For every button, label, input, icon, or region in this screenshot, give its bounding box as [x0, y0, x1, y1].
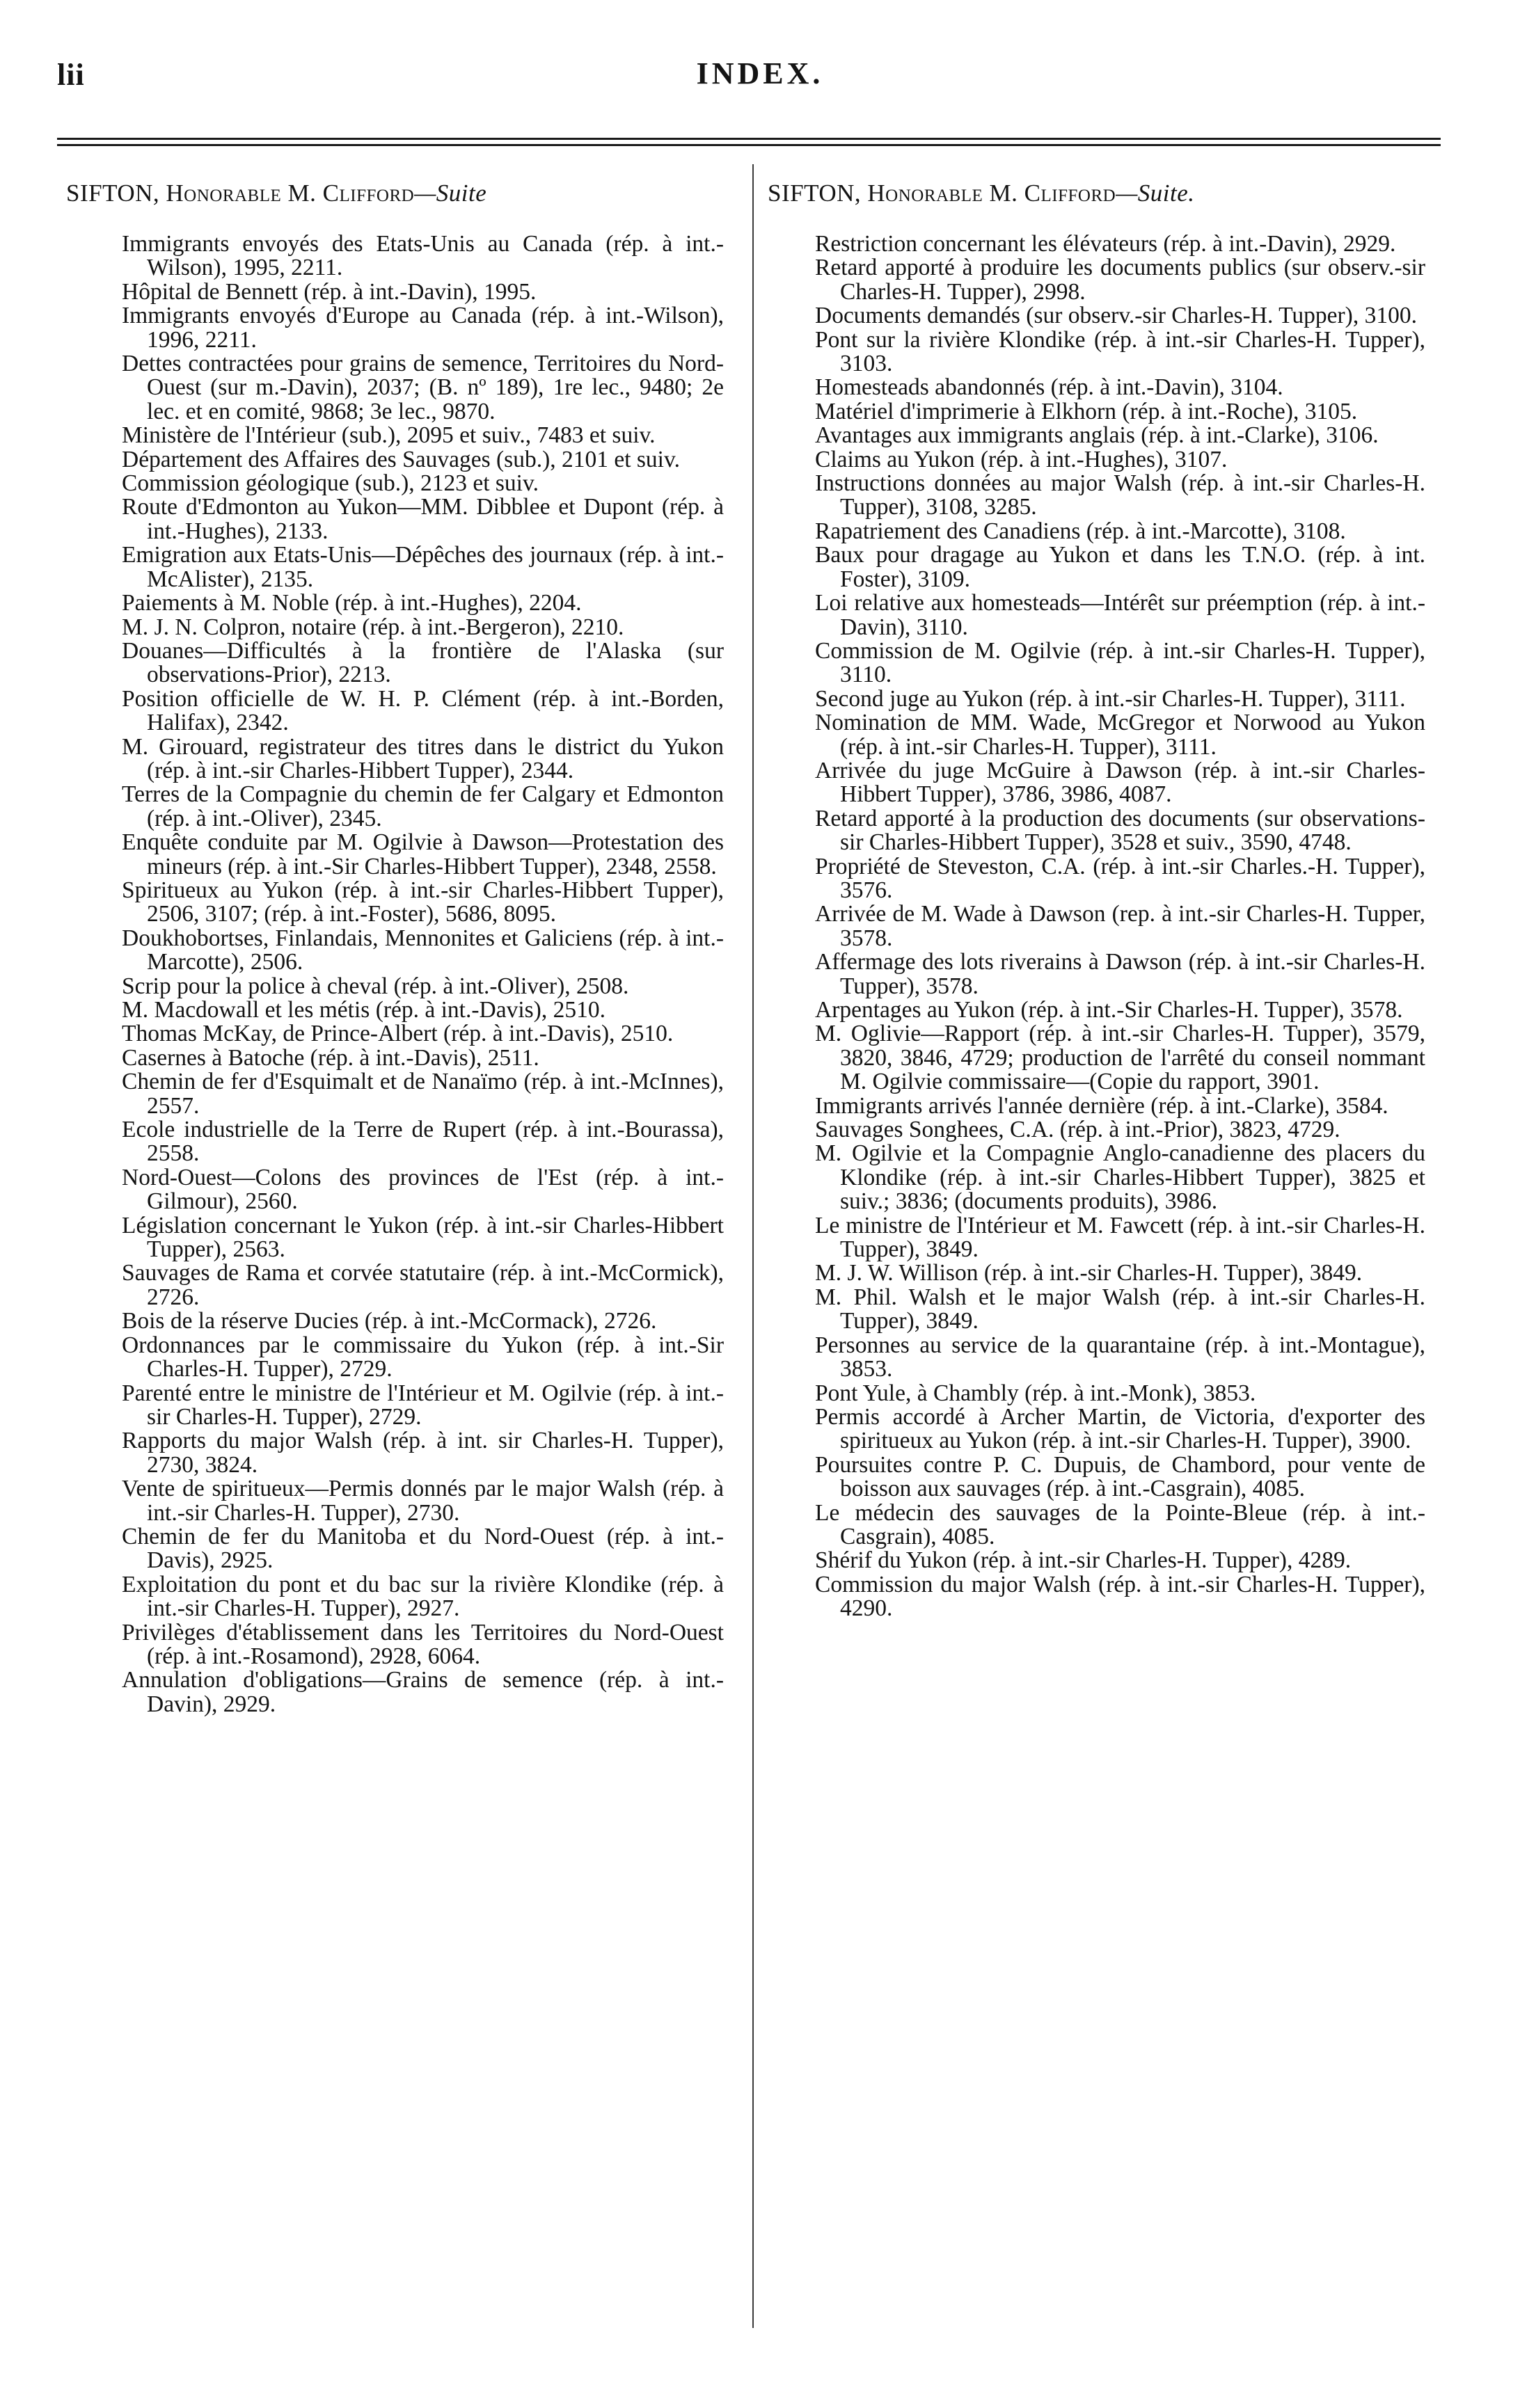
index-entry: Arpentages au Yukon (rép. à int.-Sir Charles-H. Tupper), 3578. [815, 997, 1403, 1023]
column-divider [752, 164, 754, 2328]
index-entry: Claims au Yukon (rép. à int.-Hughes), 3107. [815, 446, 1228, 472]
heading-name: SIFTON, [66, 180, 160, 207]
index-entry: M. J. N. Colpron, notaire (rép. à int.-Bergeron), 2210. [122, 614, 624, 640]
index-entry: Le ministre de l'Intérieur et M. Fawcett (rép. à int.-sir Charles-H. Tupper), 3849. [815, 1212, 1425, 1263]
index-entry: Thomas McKay, de Prince-Albert (rép. à int.-Davis), 2510. [122, 1021, 674, 1047]
index-entry: Permis accordé à Archer Martin, de Victoria, d'exporter des spiritueux au Yukon (rép. à int.-sir Charles-H. Tupper), 3900. [815, 1403, 1425, 1454]
index-entry: Législation concernant le Yukon (rép. à int.-sir Charles-Hibbert Tupper), 2563. [122, 1212, 724, 1263]
index-entry: Poursuites contre P. C. Dupuis, de Chambord, pour vente de boisson aux sauvages (rép. à int.-Casgrain), 4085. [815, 1451, 1425, 1502]
index-entry: Retard apporté à produire les documents publics (sur observ.-sir Charles-H. Tupper), 2998. [815, 255, 1425, 305]
index-entry: Rapports du major Walsh (rép. à int. sir Charles-H. Tupper), 2730, 3824. [122, 1428, 724, 1478]
heading-honorific: Honorable M. Clifford [867, 180, 1116, 207]
index-entry: Immigrants envoyés des Etats-Unis au Canada (rép. à int.-Wilson), 1995, 2211. [122, 231, 724, 281]
index-entry: Paiements à M. Noble (rép. à int.-Hughes), 2204. [122, 590, 582, 616]
index-entry: M. J. W. Willison (rép. à int.-sir Charles-H. Tupper), 3849. [815, 1260, 1363, 1286]
right-column [768, 180, 1425, 1621]
index-entry: Shérif du Yukon (rép. à int.-sir Charles-H. Tupper), 4289. [815, 1547, 1352, 1574]
index-entry: Second juge au Yukon (rép. à int.-sir Charles-H. Tupper), 3111. [815, 685, 1406, 712]
index-entry: Scrip pour la police à cheval (rép. à int.-Oliver), 2508. [122, 973, 629, 999]
index-entry: M. Girouard, registrateur des titres dans le district du Yukon (rép. à int.-sir Charles-Hibbert Tupper), 2344. [122, 733, 724, 783]
index-entry: Commission géologique (sub.), 2123 et suiv. [122, 470, 539, 497]
index-entry: Sauvages de Rama et corvée statutaire (rép. à int.-McCormick), 2726. [122, 1260, 724, 1310]
index-entry: Baux pour dragage au Yukon et dans les T.N.O. (rép. à int. Foster), 3109. [815, 542, 1425, 592]
index-entry: Spiritueux au Yukon (rép. à int.-sir Charles-Hibbert Tupper), 2506, 3107; (rép. à int.-Foster), 5686, 8095. [122, 877, 724, 927]
index-entry: M. Oglivie—Rapport (rép. à int.-sir Charles-H. Tupper), 3579, 3820, 3846, 4729; production de l'arrêté du conseil nommant M. Ogilvie commissaire—(Copie du rapport, 3901. [815, 1021, 1425, 1095]
index-entry: Homesteads abandonnés (rép. à int.-Davin), 3104. [815, 374, 1283, 401]
index-entry: Hôpital de Bennett (rép. à int.-Davin), 1995. [122, 278, 537, 305]
index-entry: Terres de la Compagnie du chemin de fer Calgary et Edmonton (rép. à int.-Oliver), 2345. [122, 781, 724, 831]
index-entry: Département des Affaires des Sauvages (sub.), 2101 et suiv. [122, 446, 680, 472]
index-entry: Immigrants arrivés l'année dernière (rép. à int.-Clarke), 3584. [815, 1092, 1388, 1119]
index-entry: Retard apporté à la production des documents (sur observations-sir Charles-Hibbert Tupper), 3528 et suiv., 3590, 4748. [815, 805, 1425, 856]
right-column-heading [768, 180, 1425, 207]
heading-suite: —Suite. [1116, 180, 1195, 207]
index-entry: Casernes à Batoche (rép. à int.-Davis), 2511. [122, 1044, 539, 1071]
index-entry: Commission du major Walsh (rép. à int.-sir Charles-H. Tupper), 4290. [815, 1571, 1425, 1622]
heading-name: SIFTON, [768, 180, 862, 207]
index-entry: Instructions données au major Walsh (rép. à int.-sir Charles-H. Tupper), 3108, 3285. [815, 470, 1425, 520]
index-entry: Sauvages Songhees, C.A. (rép. à int.-Prior), 3823, 4729. [815, 1117, 1340, 1143]
index-entry: Exploitation du pont et du bac sur la rivière Klondike (rép. à int.-sir Charles-H. Tupper), 2927. [122, 1571, 724, 1622]
index-entry: Rapatriement des Canadiens (rép. à int.-Marcotte), 3108. [815, 518, 1346, 544]
heading-honorific: Honorable M. Clifford [166, 180, 415, 207]
index-entry: Arrivée du juge McGuire à Dawson (rép. à int.-sir Charles-Hibbert Tupper), 3786, 3986, 4087. [815, 757, 1425, 808]
index-entry: Parenté entre le ministre de l'Intérieur et M. Ogilvie (rép. à int.-sir Charles-H. Tupper), 2729. [122, 1380, 724, 1430]
index-entry: Douanes—Difficultés à la frontière de l'Alaska (sur observations-Prior), 2213. [122, 637, 724, 688]
index-entry: Doukhobortses, Finlandais, Mennonites et Galiciens (rép. à int.-Marcotte), 2506. [122, 925, 724, 975]
index-entry: Arrivée de M. Wade à Dawson (rep. à int.-sir Charles-H. Tupper, 3578. [815, 901, 1425, 951]
left-column [66, 180, 724, 1716]
index-entry: Ordonnances par le commissaire du Yukon (rép. à int.-Sir Charles-H. Tupper), 2729. [122, 1332, 724, 1382]
index-entry: Ministère de l'Intérieur (sub.), 2095 et suiv., 7483 et suiv. [122, 422, 656, 449]
index-entry: Pont sur la rivière Klondike (rép. à int.-sir Charles-H. Tupper), 3103. [815, 326, 1425, 377]
index-entry: M. Ogilvie et la Compagnie Anglo-canadienne des placers du Klondike (rép. à int.-sir Charles-Hibbert Tupper), 3825 et suiv.; 3836; (documents produits), 3986. [815, 1140, 1425, 1215]
index-entry: Chemin de fer du Manitoba et du Nord-Ouest (rép. à int.-Davis), 2925. [122, 1523, 724, 1574]
index-entry: Vente de spiritueux—Permis donnés par le major Walsh (rép. à int.-sir Charles-H. Tupper), 2730. [122, 1476, 724, 1526]
index-entry: M. Phil. Walsh et le major Walsh (rép. à int.-sir Charles-H. Tupper), 3849. [815, 1284, 1425, 1334]
index-entry: Restriction concernant les élévateurs (rép. à int.-Davin), 2929. [815, 231, 1396, 257]
index-entry: Commission de M. Ogilvie (rép. à int.-sir Charles-H. Tupper), 3110. [815, 637, 1425, 688]
index-entry: Chemin de fer d'Esquimalt et de Nanaïmo (rép. à int.-McInnes), 2557. [122, 1069, 724, 1119]
index-entry: Privilèges d'établissement dans les Territoires du Nord-Ouest (rép. à int.-Rosamond), 2928, 6064. [122, 1619, 724, 1669]
index-entry: Matériel d'imprimerie à Elkhorn (rép. à int.-Roche), 3105. [815, 398, 1358, 424]
index-entry: Personnes au service de la quarantaine (rép. à int.-Montague), 3853. [815, 1332, 1425, 1382]
index-entry: Ecole industrielle de la Terre de Rupert (rép. à int.-Bourassa), 2558. [122, 1117, 724, 1167]
index-entry: Immigrants envoyés d'Europe au Canada (rép. à int.-Wilson), 1996, 2211. [122, 303, 724, 353]
running-title: INDEX. [696, 56, 824, 90]
header-rule-bottom [57, 144, 1441, 146]
index-entry: Annulation d'obligations—Grains de semence (rép. à int.-Davin), 2929. [122, 1667, 724, 1717]
page-number: lii [57, 58, 85, 92]
left-entry-list [66, 232, 724, 1716]
index-entry: M. Macdowall et les métis (rép. à int.-Davis), 2510. [122, 997, 605, 1023]
index-entry: Documents demandés (sur observ.-sir Charles-H. Tupper), 3100. [815, 303, 1417, 329]
index-entry: Pont Yule, à Chambly (rép. à int.-Monk), 3853. [815, 1380, 1256, 1406]
index-entry: Nomination de MM. Wade, McGregor et Norwood au Yukon (rép. à int.-sir Charles-H. Tupper), 3111. [815, 710, 1425, 760]
index-entry: Loi relative aux homesteads—Intérêt sur préemption (rép. à int.-Davin), 3110. [815, 590, 1425, 640]
index-entry: Route d'Edmonton au Yukon—MM. Dibblee et Dupont (rép. à int.-Hughes), 2133. [122, 494, 724, 544]
index-entry: Enquête conduite par M. Ogilvie à Dawson—Protestation des mineurs (rép. à int.-Sir Charles-Hibbert Tupper), 2348, 2558. [122, 829, 724, 879]
heading-suite: —Suite [414, 180, 487, 207]
left-column-heading [66, 180, 724, 207]
index-entry: Emigration aux Etats-Unis—Dépêches des journaux (rép. à int.-McAlister), 2135. [122, 542, 724, 592]
right-entry-list [768, 232, 1425, 1621]
index-entry: Position officielle de W. H. P. Clément (rép. à int.-Borden, Halifax), 2342. [122, 685, 724, 736]
index-entry: Affermage des lots riverains à Dawson (rép. à int.-sir Charles-H. Tupper), 3578. [815, 949, 1425, 999]
index-entry: Nord-Ouest—Colons des provinces de l'Est (rép. à int.-Gilmour), 2560. [122, 1164, 724, 1215]
index-entry: Dettes contractées pour grains de semence, Territoires du Nord-Ouest (sur m.-Davin), 2037; (B. nº 189), 1re lec., 9480; 2e lec. et en comité, 9868; 3e lec., 9870. [122, 351, 724, 424]
index-entry: Le médecin des sauvages de la Pointe-Bleue (rép. à int.-Casgrain), 4085. [815, 1499, 1425, 1549]
index-entry: Avantages aux immigrants anglais (rép. à int.-Clarke), 3106. [815, 422, 1379, 449]
index-entry: Propriété de Steveston, C.A. (rép. à int.-sir Charles.-H. Tupper), 3576. [815, 853, 1425, 903]
header-rule-top [57, 138, 1441, 140]
index-entry: Bois de la réserve Ducies (rép. à int.-McCormack), 2726. [122, 1308, 657, 1334]
